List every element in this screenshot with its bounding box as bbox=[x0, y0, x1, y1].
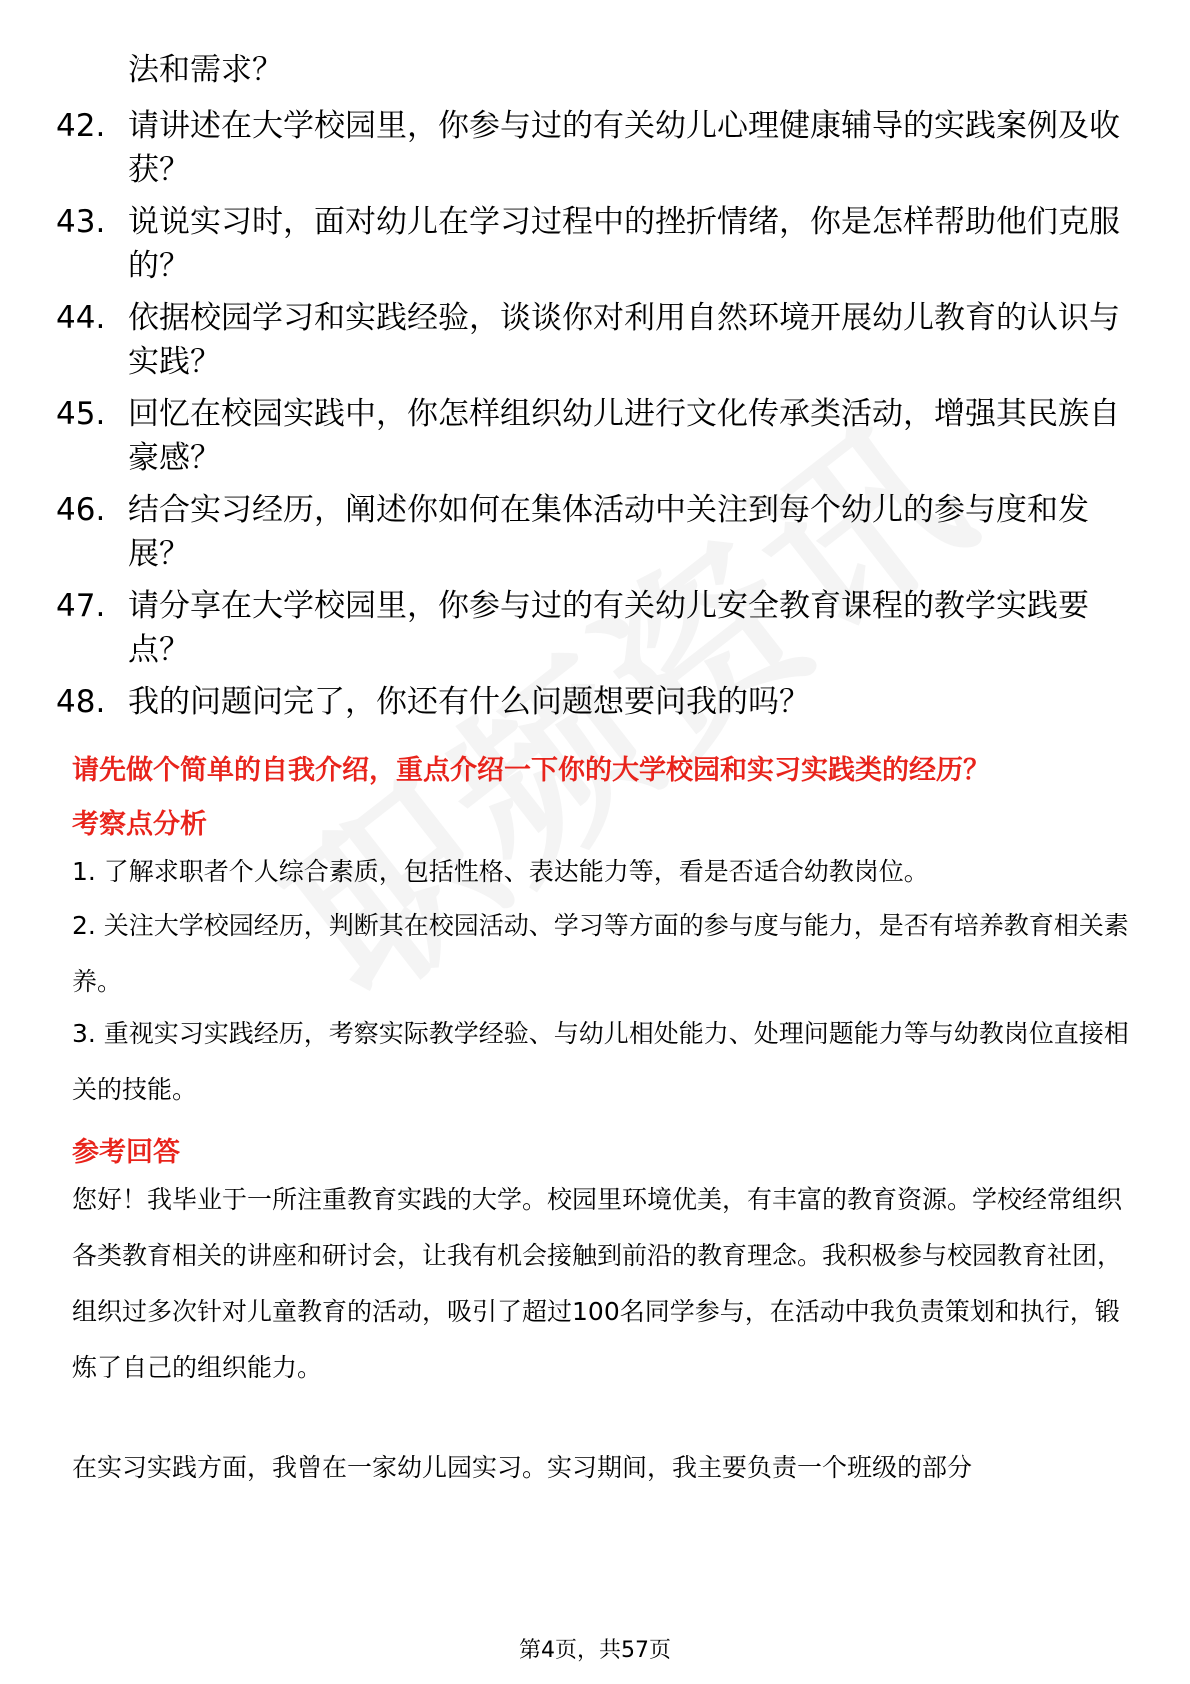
list-item bbox=[56, 104, 1146, 192]
answer-paragraph: 在实习实践方面，我曾在一家幼儿园实习。实习期间，我主要负责一个班级的部分 bbox=[72, 1453, 973, 1482]
question-number: 48. bbox=[56, 684, 106, 720]
list-item bbox=[56, 584, 1146, 672]
question-text: 回忆在校园实践中，你怎样组织幼儿进行文化传承类活动，增强其民族自豪感？ bbox=[128, 396, 1120, 476]
list-item bbox=[56, 200, 1146, 288]
analysis-point: 1. 了解求职者个人综合素质，包括性格、表达能力等，看是否适合幼教岗位。 bbox=[72, 857, 929, 886]
answer-heading: 参考回答 bbox=[72, 1137, 180, 1168]
analysis-heading: 考察点分析 bbox=[72, 809, 207, 840]
section-question-heading: 请先做个简单的自我介绍，重点介绍一下你的大学校园和实习实践类的经历？ bbox=[72, 755, 990, 786]
question-number: 43. bbox=[56, 204, 106, 240]
analysis-point: 3. 重视实习实践经历，考察实际教学经验、与幼儿相处能力、处理问题能力等与幼教岗位直接相关的技能。 bbox=[72, 1019, 1129, 1104]
question-text: 结合实习经历，阐述你如何在集体活动中关注到每个幼儿的参与度和发展？ bbox=[128, 492, 1089, 572]
question-number: 42. bbox=[56, 108, 106, 144]
question-continuation: 法和需求？ bbox=[128, 52, 283, 88]
question-number: 47. bbox=[56, 588, 106, 624]
analysis-point: 2. 关注大学校园经历，判断其在校园活动、学习等方面的参与度与能力，是否有培养教育相关素养。 bbox=[72, 911, 1129, 996]
question-text: 请讲述在大学校园里，你参与过的有关幼儿心理健康辅导的实践案例及收获？ bbox=[128, 108, 1120, 188]
question-number: 46. bbox=[56, 492, 106, 528]
question-text: 请分享在大学校园里，你参与过的有关幼儿安全教育课程的教学实践要点？ bbox=[128, 588, 1089, 668]
list-item bbox=[56, 296, 1146, 384]
question-number: 44. bbox=[56, 300, 106, 336]
list-item bbox=[56, 392, 1146, 480]
answer-paragraph: 您好！我毕业于一所注重教育实践的大学。校园里环境优美，有丰富的教育资源。学校经常组织各类教育相关的讲座和研讨会，让我有机会接触到前沿的教育理念。我积极参与校园教育社团，组织过多次针对儿童教育的活动，吸引了超过100名同学参与，在活动中我负责策划和执行，锻炼了自己的组织能力。 bbox=[72, 1185, 1123, 1382]
question-text: 我的问题问完了，你还有什么问题想要问我的吗？ bbox=[128, 684, 810, 720]
question-text: 说说实习时，面对幼儿在学习过程中的挫折情绪，你是怎样帮助他们克服的？ bbox=[128, 204, 1120, 284]
question-text: 依据校园学习和实践经验，谈谈你对利用自然环境开展幼儿教育的认识与实践？ bbox=[128, 300, 1120, 380]
list-item bbox=[56, 680, 1146, 724]
page-number: 第4页，共57页 bbox=[519, 1638, 671, 1663]
list-item bbox=[56, 488, 1146, 576]
question-number: 45. bbox=[56, 396, 106, 432]
